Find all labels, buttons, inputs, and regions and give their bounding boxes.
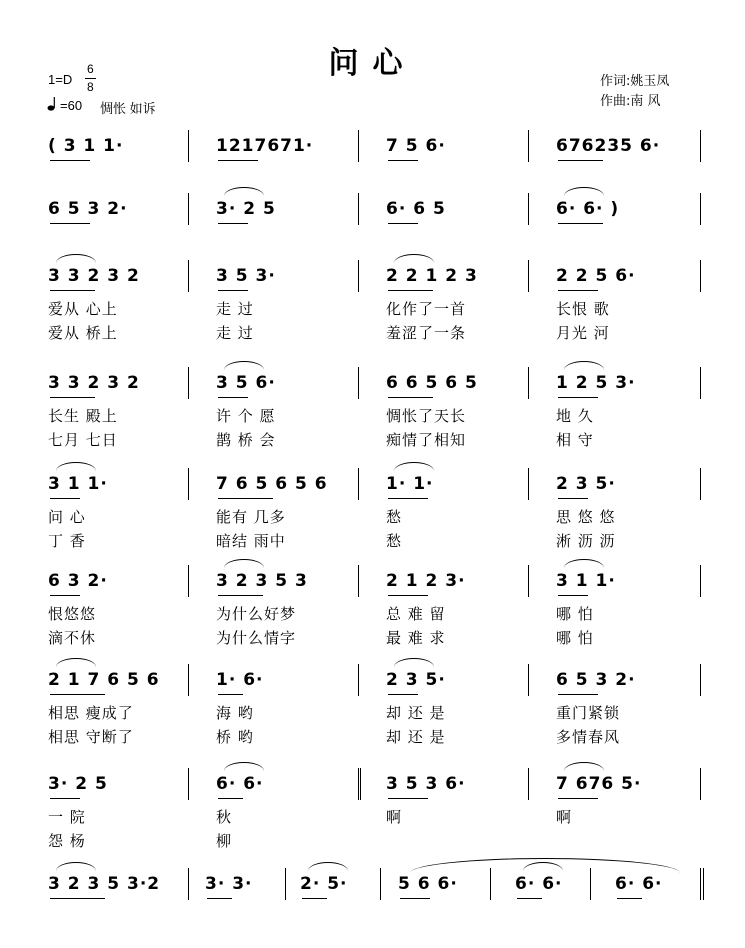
- lyric-verse-2: 相思 守断了: [48, 728, 134, 746]
- lyric-verse-1: 一 院: [48, 808, 86, 826]
- lyric-verse-2: 走 过: [216, 324, 254, 342]
- lyric-verse-1: 惆怅了天长: [386, 407, 467, 425]
- lyric-verse-2: 暗结 雨中: [216, 532, 286, 550]
- barline: [700, 130, 701, 162]
- measure-notes: 3 2 3 5 3·2: [48, 874, 161, 894]
- measure-notes: 6 5 3 2·: [556, 670, 636, 690]
- lyric-verse-2: 丁 香: [48, 532, 86, 550]
- lyric-verse-1: 愁: [386, 508, 403, 526]
- beam-underline: [558, 290, 598, 291]
- lyric-verse-2: 羞涩了一条: [386, 324, 467, 342]
- beam-underline: [388, 160, 418, 161]
- lyric-verse-1: 长生 殿上: [48, 407, 118, 425]
- slur-arc: [56, 462, 96, 471]
- beam-underline: [558, 798, 598, 799]
- beam-underline: [558, 223, 603, 224]
- barline: [188, 868, 189, 900]
- lyric-verse-2: 桥 哟: [216, 728, 254, 746]
- beam-underline: [218, 595, 263, 596]
- barline: [528, 260, 529, 292]
- measure-notes: 2 1 7 6 5 6: [48, 670, 160, 690]
- beam-underline: [558, 694, 598, 695]
- lyric-verse-2: 淅 沥 沥: [556, 532, 616, 550]
- lyric-verse-2: 痴情了相知: [386, 431, 467, 449]
- barline: [380, 868, 381, 900]
- lyric-verse-2: 月光 河: [556, 324, 610, 342]
- lyric-verse-2: 爱从 桥上: [48, 324, 118, 342]
- slur-arc: [224, 559, 264, 568]
- barline: [188, 468, 189, 500]
- beam-underline: [218, 397, 248, 398]
- measure-notes: 3 2 3 5 3: [216, 571, 308, 591]
- barline: [358, 193, 359, 225]
- lyric-verse-1: 总 难 留: [386, 605, 446, 623]
- beam-underline: [50, 397, 95, 398]
- music-system: [0, 565, 745, 645]
- beam-underline: [558, 160, 603, 161]
- barline: [358, 468, 359, 500]
- time-signature-line: [85, 78, 96, 79]
- lyric-verse-1: 哪 怕: [556, 605, 594, 623]
- lyric-verse-1: 恨悠悠: [48, 605, 97, 623]
- beam-underline: [388, 498, 428, 499]
- lyric-verse-1: 啊: [556, 808, 573, 826]
- beam-underline: [617, 898, 642, 899]
- lyric-verse-1: 化作了一首: [386, 300, 467, 318]
- measure-notes: 2 2 5 6·: [556, 266, 636, 286]
- measure-notes: 6· 6·: [515, 874, 563, 894]
- beam-underline: [218, 798, 243, 799]
- beam-underline: [388, 798, 428, 799]
- barline: [188, 260, 189, 292]
- lyric-verse-1: 问 心: [48, 508, 86, 526]
- slur-arc: [394, 658, 434, 667]
- tempo-marking: =60: [60, 98, 83, 113]
- measure-notes: 1· 6·: [216, 670, 264, 690]
- measure-notes: 3 1 1·: [556, 571, 616, 591]
- measure-notes: 2 2 1 2 3: [386, 266, 478, 286]
- beam-underline: [558, 397, 598, 398]
- lyric-verse-2: 相 守: [556, 431, 594, 449]
- measure-notes: 3 3 2 3 2: [48, 373, 140, 393]
- barline: [700, 868, 704, 900]
- long-tie-arc: [410, 858, 680, 873]
- beam-underline: [558, 595, 588, 596]
- lyric-verse-1: 爱从 心上: [48, 300, 118, 318]
- barline: [358, 367, 359, 399]
- measure-notes: 6 6 5 6 5: [386, 373, 478, 393]
- barline: [188, 367, 189, 399]
- lyric-verse-1: 海 哟: [216, 704, 254, 722]
- measure-notes: 3· 2 5: [216, 199, 276, 219]
- measure-notes: 6· 6 5: [386, 199, 446, 219]
- slur-arc: [224, 361, 264, 370]
- barline: [285, 868, 286, 900]
- measure-notes: 1· 1·: [386, 474, 434, 494]
- measure-notes: 3· 3·: [205, 874, 253, 894]
- lyric-verse-2: 鹊 桥 会: [216, 431, 276, 449]
- beam-underline: [50, 694, 105, 695]
- beam-underline: [388, 595, 428, 596]
- barline: [528, 193, 529, 225]
- measure-notes: 2 3 5·: [556, 474, 616, 494]
- measure-notes: 6· 6· ): [556, 199, 620, 219]
- measure-notes: 1 2 5 3·: [556, 373, 636, 393]
- beam-underline: [388, 290, 433, 291]
- measure-notes: 6· 6·: [216, 774, 264, 794]
- measure-notes: 7 5 6·: [386, 136, 446, 156]
- measure-notes: 2 1 2 3·: [386, 571, 466, 591]
- measure-notes: 3· 2 5: [48, 774, 108, 794]
- barline: [700, 768, 701, 800]
- lyric-verse-1: 重门紧锁: [556, 704, 621, 722]
- music-system: [0, 868, 745, 948]
- beam-underline: [218, 498, 273, 499]
- slur-arc: [564, 762, 604, 771]
- lyric-verse-2: 七月 七日: [48, 431, 118, 449]
- lyric-verse-1: 为什么好梦: [216, 605, 297, 623]
- measure-notes: 5 6 6·: [398, 874, 458, 894]
- lyric-verse-2: 愁: [386, 532, 403, 550]
- beam-underline: [388, 694, 418, 695]
- measure-notes: 3 1 1·: [48, 474, 108, 494]
- barline: [188, 664, 189, 696]
- measure-notes: ( 3 1 1·: [48, 136, 124, 156]
- measure-notes: 7 676 5·: [556, 774, 642, 794]
- composer-credit: 作曲:南 风: [600, 94, 661, 109]
- measure-notes: 3 5 3·: [216, 266, 276, 286]
- lyric-verse-1: 啊: [386, 808, 403, 826]
- barline: [528, 565, 529, 597]
- lyric-verse-1: 地 久: [556, 407, 594, 425]
- lyric-verse-1: 走 过: [216, 300, 254, 318]
- beam-underline: [50, 223, 90, 224]
- barline: [700, 260, 701, 292]
- key-signature: 1=D: [48, 72, 73, 87]
- beam-underline: [400, 898, 430, 899]
- music-system: [0, 367, 745, 447]
- lyric-verse-1: 秋: [216, 808, 233, 826]
- music-system: [0, 468, 745, 548]
- beam-underline: [207, 898, 232, 899]
- slur-arc: [56, 658, 96, 667]
- lyric-verse-1: 思 悠 悠: [556, 508, 616, 526]
- lyric-verse-1: 长恨 歌: [556, 300, 610, 318]
- barline: [528, 664, 529, 696]
- measure-notes: 1217671·: [216, 136, 314, 156]
- slur-arc: [224, 762, 264, 771]
- measure-notes: 3 5 6·: [216, 373, 276, 393]
- time-signature-bottom: 8: [87, 80, 94, 94]
- barline: [700, 664, 701, 696]
- beam-underline: [50, 160, 90, 161]
- beam-underline: [218, 160, 258, 161]
- measure-notes: 2· 5·: [300, 874, 348, 894]
- measure-notes: 6 5 3 2·: [48, 199, 128, 219]
- lyric-verse-1: 能有 几多: [216, 508, 286, 526]
- lyric-verse-2: 怨 杨: [48, 832, 86, 850]
- beam-underline: [218, 223, 248, 224]
- beam-underline: [50, 290, 95, 291]
- slur-arc: [394, 462, 434, 471]
- beam-underline: [388, 397, 433, 398]
- music-system: [0, 664, 745, 744]
- barline: [700, 193, 701, 225]
- measure-notes: 6 3 2·: [48, 571, 108, 591]
- beam-underline: [50, 798, 80, 799]
- music-system: [0, 768, 745, 848]
- barline: [358, 565, 359, 597]
- beam-underline: [302, 898, 327, 899]
- barline: [528, 468, 529, 500]
- beam-underline: [50, 498, 80, 499]
- lyric-verse-2: 最 难 求: [386, 629, 446, 647]
- barline: [528, 768, 529, 800]
- beam-underline: [558, 498, 588, 499]
- lyric-verse-1: 相思 瘦成了: [48, 704, 134, 722]
- slur-arc: [308, 862, 348, 871]
- lyricist-credit: 作词:姚玉凤: [600, 74, 670, 89]
- barline: [700, 468, 701, 500]
- measure-notes: 3 5 3 6·: [386, 774, 466, 794]
- lyric-verse-2: 柳: [216, 832, 233, 850]
- barline: [358, 260, 359, 292]
- barline: [700, 367, 701, 399]
- barline: [188, 565, 189, 597]
- time-signature-top: 6: [87, 62, 94, 76]
- song-title: 问心: [328, 46, 417, 81]
- barline: [358, 768, 361, 800]
- beam-underline: [50, 595, 80, 596]
- barline: [358, 130, 359, 162]
- barline: [188, 130, 189, 162]
- music-system: [0, 260, 745, 340]
- measure-notes: 2 3 5·: [386, 670, 446, 690]
- beam-underline: [218, 290, 248, 291]
- slur-arc: [564, 361, 604, 370]
- lyric-verse-2: 为什么情字: [216, 629, 297, 647]
- slur-arc: [564, 559, 604, 568]
- barline: [188, 193, 189, 225]
- barline: [188, 768, 189, 800]
- barline: [358, 664, 359, 696]
- lyric-verse-1: 许 个 愿: [216, 407, 276, 425]
- slur-arc: [56, 862, 96, 871]
- lyric-verse-2: 哪 怕: [556, 629, 594, 647]
- lyric-verse-2: 却 还 是: [386, 728, 446, 746]
- measure-notes: 676235 6·: [556, 136, 661, 156]
- beam-underline: [50, 898, 105, 899]
- measure-notes: 7 6 5 6 5 6: [216, 474, 328, 494]
- barline: [528, 130, 529, 162]
- expression-marking: 惆怅 如诉: [100, 101, 156, 116]
- quarter-note-icon: [47, 96, 59, 112]
- beam-underline: [218, 694, 243, 695]
- measure-notes: 6· 6·: [615, 874, 663, 894]
- beam-underline: [517, 898, 542, 899]
- lyric-verse-2: 滴不休: [48, 629, 97, 647]
- measure-notes: 3 3 2 3 2: [48, 266, 140, 286]
- barline: [700, 565, 701, 597]
- lyric-verse-2: 多情春风: [556, 728, 621, 746]
- barline: [528, 367, 529, 399]
- beam-underline: [388, 223, 418, 224]
- lyric-verse-1: 却 还 是: [386, 704, 446, 722]
